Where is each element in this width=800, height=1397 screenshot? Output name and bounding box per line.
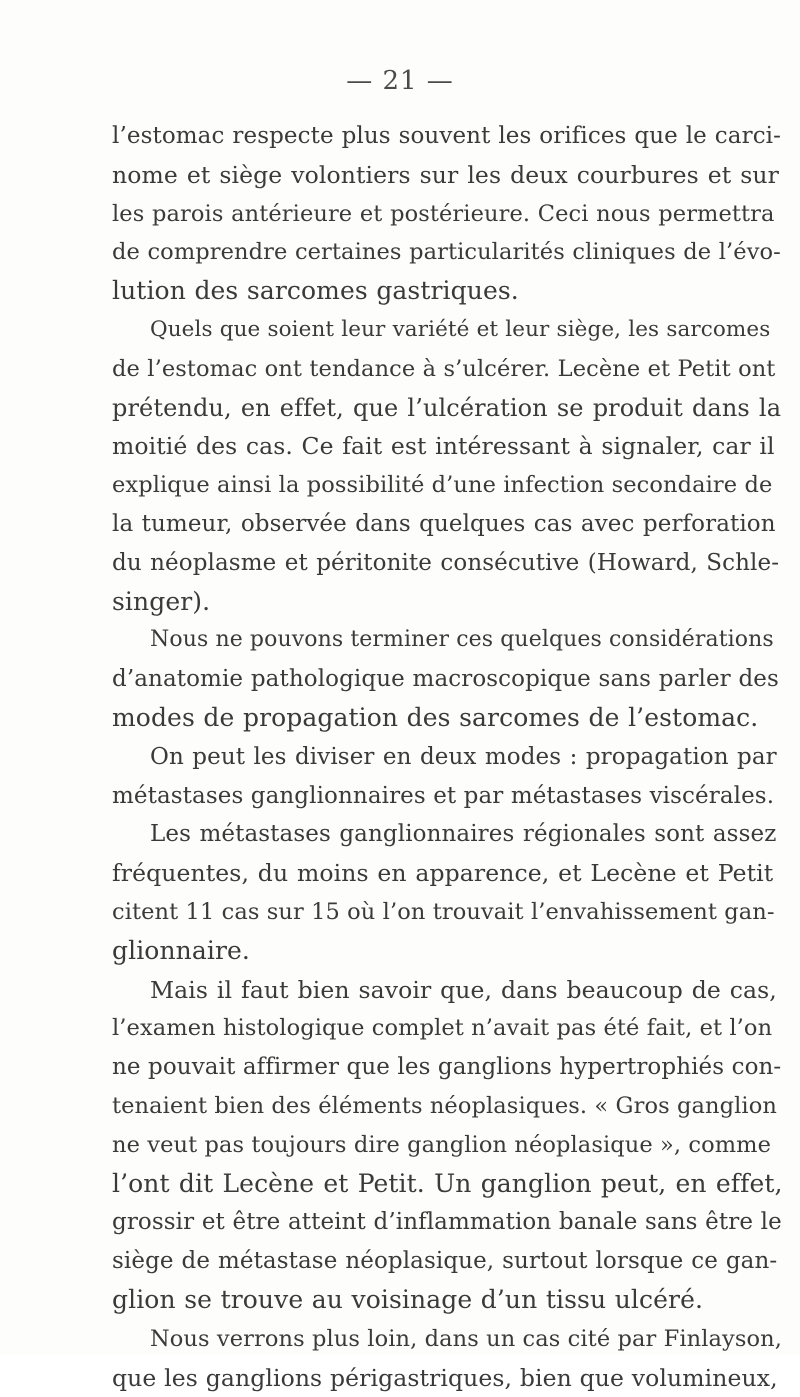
text-line: Nous ne pouvons terminer ces quelques considérations: [112, 621, 772, 660]
text-line: les parois antérieure et postérieure. Ceci nous permettra: [112, 195, 772, 234]
text-line: l’examen histologique complet n’avait pas été fait, et l’on: [112, 1009, 772, 1048]
text-line: singer).: [112, 583, 772, 622]
text-line: citent 11 cas sur 15 où l’on trouvait l’envahissement gan-: [112, 893, 772, 932]
text-line: que les ganglions périgastriques, bien que volumineux,: [112, 1359, 772, 1397]
text-line: Les métastases ganglionnaires régionales sont assez: [112, 815, 772, 854]
text-line: d’anatomie pathologique macroscopique sans parler des: [112, 660, 772, 699]
text-line: tenaient bien des éléments néoplasiques. « Gros ganglion: [112, 1087, 772, 1126]
text-line: glionnaire.: [112, 932, 772, 971]
text-line: de l’estomac ont tendance à s’ulcérer. Lecène et Petit ont: [112, 350, 772, 389]
text-line: On peut les diviser en deux modes : propagation par: [112, 738, 772, 777]
text-line: l’estomac respecte plus souvent les orifices que le carci-: [112, 117, 772, 156]
text-line: nome et siège volontiers sur les deux courbures et sur: [112, 156, 772, 195]
text-line: du néoplasme et péritonite consécutive (Howard, Schle-: [112, 544, 772, 583]
page-number: — 21 —: [0, 66, 800, 96]
text-line: lution des sarcomes gastriques.: [112, 272, 772, 311]
text-line: moitié des cas. Ce fait est intéressant à signaler, car il: [112, 427, 772, 466]
text-line: prétendu, en effet, que l’ulcération se produit dans la: [112, 389, 772, 428]
text-line: métastases ganglionnaires et par métastases viscérales.: [112, 777, 772, 816]
text-line: modes de propagation des sarcomes de l’estomac.: [112, 699, 772, 738]
text-line: explique ainsi la possibilité d’une infection secondaire de: [112, 466, 772, 505]
text-line: ne veut pas toujours dire ganglion néoplasique », comme: [112, 1126, 772, 1165]
text-line: ne pouvait affirmer que les ganglions hypertrophiés con-: [112, 1048, 772, 1087]
text-line: fréquentes, du moins en apparence, et Lecène et Petit: [112, 854, 772, 893]
text-line: glion se trouve au voisinage d’un tissu ulcéré.: [112, 1281, 772, 1320]
text-line: Nous verrons plus loin, dans un cas cité par Finlayson,: [112, 1320, 772, 1359]
text-line: de comprendre certaines particularités cliniques de l’évo-: [112, 233, 772, 272]
text-line: grossir et être atteint d’inflammation banale sans être le: [112, 1203, 772, 1242]
text-line: siège de métastase néoplasique, surtout lorsque ce gan-: [112, 1242, 772, 1281]
text-line: l’ont dit Lecène et Petit. Un ganglion peut, en effet,: [112, 1165, 772, 1204]
text-line: la tumeur, observée dans quelques cas avec perforation: [112, 505, 772, 544]
text-line: Quels que soient leur variété et leur siège, les sarcomes: [112, 311, 772, 350]
body-text: [112, 117, 772, 1397]
text-line: Mais il faut bien savoir que, dans beaucoup de cas,: [112, 971, 772, 1010]
